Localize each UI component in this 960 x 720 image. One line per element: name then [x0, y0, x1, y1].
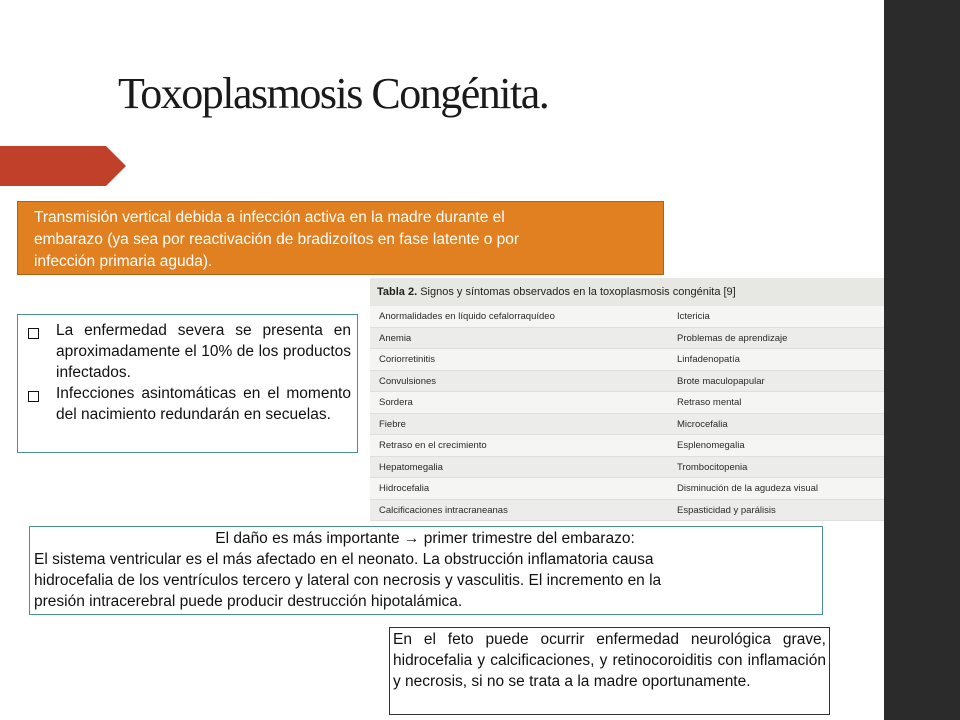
table-row — [370, 435, 884, 457]
table-row — [370, 457, 884, 479]
table-title-text: Signos y síntomas observados en la toxoplasmosis congénita [9] — [420, 286, 736, 298]
slide-title: Toxoplasmosis Congénita. — [118, 69, 549, 118]
table-row — [370, 306, 884, 328]
table-cell-sign: Coriorretinitis — [379, 354, 435, 365]
damage-heading-end: primer trimestre del embarazo: — [419, 530, 635, 547]
damage-heading — [34, 528, 816, 549]
table-cell-symptom: Brote maculopapular — [677, 375, 765, 387]
bullet-item — [28, 320, 351, 383]
table-cell-sign: Hepatomegalia — [379, 461, 443, 473]
table-cell-symptom: Esplenomegalia — [677, 440, 745, 451]
table-cell-sign: Anemia — [379, 332, 412, 344]
transmission-line: embarazo (ya sea por reactivación de bradizoítos en fase latente o por — [34, 231, 520, 248]
table-title-label: Tabla 2. — [377, 286, 418, 298]
table-row — [370, 478, 884, 500]
table-row — [370, 500, 884, 522]
table-cell-symptom: Problemas de aprendizaje — [677, 332, 788, 344]
accent-arrow-tab — [0, 146, 126, 186]
transmission-line: infección primaria aguda). — [34, 253, 213, 270]
table-cell-symptom: Disminución de la agudeza visual — [677, 483, 818, 494]
fetus-box: En el feto puede ocurrir enfermedad neurológica grave, hidrocefalia y calcificaciones, y retinocoroiditis con inflamación y necrosis, si no se trata a la madre oportunamente. — [389, 627, 830, 715]
table-cell-sign: Convulsiones — [379, 375, 437, 387]
table-cell-sign: Hidrocefalia — [379, 483, 430, 494]
table-row — [370, 349, 884, 371]
table-cell-symptom: Ictericia — [677, 311, 710, 322]
table-cell-symptom: Trombocitopenia — [677, 461, 748, 473]
table-cell-sign: Calcificaciones intracraneanas — [379, 504, 508, 516]
table-cell-symptom: Espasticidad y parálisis — [677, 504, 776, 516]
damage-heading-start: El daño es más importante — [215, 530, 404, 547]
table-cell-symptom: Retraso mental — [677, 397, 742, 408]
table-cell-symptom: Microcefalia — [677, 418, 728, 430]
transmission-box — [17, 201, 664, 275]
table-cell-sign: Fiebre — [379, 418, 406, 430]
table-row — [370, 371, 884, 393]
checkbox-square-icon — [28, 391, 39, 402]
table-cell-sign: Anormalidades en líquido cefalorraquídeo — [379, 311, 555, 322]
table-title — [370, 278, 884, 306]
symptoms-table — [370, 278, 884, 518]
damage-line: hidrocefalia de los ventrículos tercero y lateral con necrosis y vasculitis. El incremento en la — [34, 572, 662, 589]
bullet-text: La enfermedad severa se presenta en aproximadamente el 10% de los productos infectados. — [56, 322, 351, 381]
table-row — [370, 328, 884, 350]
table-row — [370, 414, 884, 436]
table-cell-sign: Sordera — [379, 397, 413, 408]
bullet-text: Infecciones asintomáticas en el momento del nacimiento redundarán en secuelas. — [56, 385, 351, 423]
damage-line: El sistema ventricular es el más afectado en el neonato. La obstrucción inflamatoria causa — [34, 551, 654, 568]
checkbox-square-icon — [28, 328, 39, 339]
right-side-bar — [884, 0, 960, 720]
table-row — [370, 392, 884, 414]
table-cell-symptom: Linfadenopatía — [677, 354, 740, 365]
transmission-line: Transmisión vertical debida a infección activa en la madre durante el — [34, 209, 505, 226]
bullet-list — [17, 314, 358, 453]
table-cell-sign: Retraso en el crecimiento — [379, 440, 487, 451]
bullet-item — [28, 383, 351, 425]
damage-box — [29, 526, 823, 615]
arrow-right-icon: → — [403, 530, 420, 547]
damage-line: presión intracerebral puede producir destrucción hipotalámica. — [34, 593, 463, 610]
